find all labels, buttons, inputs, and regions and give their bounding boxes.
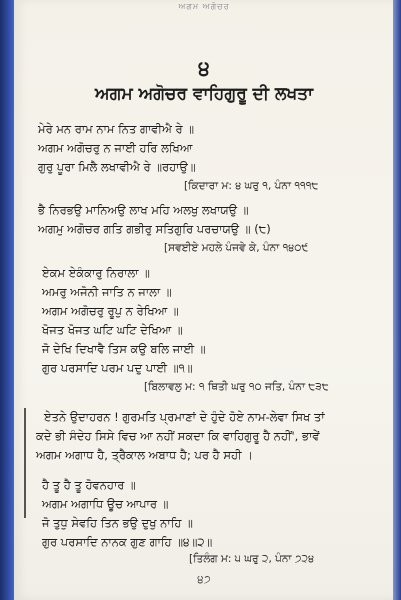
verse-line: ਅਗਮੁ ਅਗੋਚਰ ਗਤਿ ਗਭੀਰੁ ਸਤਿਗੁਰਿ ਪਰਚਾਯਉ ॥ (੮) (38, 222, 271, 236)
verse-line: ਅਗਮ ਅਗਾਧਿ ਊਚ ਆਪਾਰ ॥ (42, 497, 169, 511)
chapter-title: ਅਗਮ ਅਗੋਚਰ ਵਾਹਿਗੁਰੂ ਦੀ ਲਖਤਾ (95, 84, 313, 104)
chapter-number: ੪ (198, 56, 210, 80)
verse-line: ਹੈ ਤੂ ਹੈ ਤੂ ਹੋਵਨਹਾਰ ॥ (42, 478, 136, 492)
margin-bracket-line (24, 408, 26, 518)
verse-reference: [ਕਿਦਾਰਾ ਮ: ੪ ਘਰੁ ੧, ਪੰਨਾ ੧੧੧੮ (184, 180, 319, 192)
verse-line: ਏਕਮ ਏਕੰਕਾਰੁ ਨਿਰਾਲਾ ॥ (42, 266, 150, 280)
verse-line: ਅਗਮ ਅਗੋਚਰੁ ਨ ਜਾਈ ਹਰਿ ਲਖਿਆ (38, 141, 193, 155)
prose-line: ਅਗਮ ਅਗਾਧ ਹੈ, ਤ੍ਰੈਕਾਲ ਅਬਾਧ ਹੈ; ਪਰ ਹੈ ਸਹੀ । (36, 448, 253, 462)
verse-line: ਗੁਰੁ ਪੂਰਾ ਮਿਲੈ ਲਖਾਵੀਐ ਰੇ ॥ਰਹਾਉ॥ (38, 160, 196, 174)
verse-reference: [ਤਿਲੰਗ ਮ: ੫ ਘਰੁ ੨, ਪੰਨਾ ੭੨੪ (189, 553, 315, 565)
prose-line: ਏਤਨੇ ਉਦਾਹਰਨ ! ਗੁਰਮਤਿ ਪ੍ਰਮਾਣਾਂ ਦੇ ਹੁੰਦੇ ਹੋਏ ਨਾਮ-ਲੇਵਾ ਸਿਖ ਤਾਂ (44, 410, 325, 424)
verse-line: ਖੋਜਤ ਖੋਜਤ ਘਟਿ ਘਟਿ ਦੇਖਿਆ ॥ (42, 323, 183, 337)
verse-line: ਅਗਮ ਅਗੋਚਰੁ ਰੂਪੁ ਨ ਰੇਖਿਆ ॥ (42, 304, 179, 318)
book-page (14, 0, 394, 600)
book-cover-edge-right (393, 0, 401, 600)
verse-reference: [ਸਵਈਏ ਮਹਲੇ ਪੰਜਵੇ ਕੇ, ਪੰਨਾ ੧੪੦੯ (164, 242, 309, 254)
running-head: ਅਗਮ ਅਗੋਚਰ (178, 2, 230, 11)
verse-line: ਭੈ ਨਿਰਭਉ ਮਾਨਿਅਉ ਲਾਖ ਮਹਿ ਅਲਖੁ ਲਖਾਯਉ ॥ (38, 203, 249, 217)
verse-reference: [ਬਿਲਾਵਲੁ ਮ: ੧ ਥਿਤੀ ਘਰੁ ੧੦ ਜਤਿ, ਪੰਨਾ ੮੩੮ (144, 381, 329, 393)
verse-line: ਗੁਰ ਪਰਸਾਦਿ ਪਰਮ ਪਦੁ ਪਾਈ ॥੧॥ (42, 361, 193, 375)
prose-line: ਕਦੇ ਭੀ ਸੰਦੇਹ ਸਿਸੇ ਵਿਚ ਆ ਨਹੀਂ ਸਕਦਾ ਕਿ ਵਾਹਿਗੁਰੂ ਹੈ ਨਹੀਂ', ਭਾਵੇਂ (36, 429, 320, 443)
verse-line: ਗੁਰ ਪਰਸਾਦਿ ਨਾਨਕ ਗੁਣ ਗਾਹਿ ॥੪॥੨॥ (42, 535, 213, 549)
verse-line: ਮੇਰੇ ਮਨ ਰਾਮ ਨਾਮ ਨਿਤ ਗਾਵੀਐ ਰੇ ॥ (38, 122, 195, 136)
page-number: ੪੭ (197, 573, 211, 586)
verse-line: ਜੋ ਦੇਖਿ ਦਿਖਾਵੈ ਤਿਸ ਕਉ ਬਲਿ ਜਾਈ ॥ (42, 342, 206, 356)
verse-line: ਜੋ ਤੁਧੁ ਸੇਵਹਿ ਤਿਨ ਭਉ ਦੁਖੁ ਨਾਹਿ ॥ (42, 516, 193, 530)
verse-line: ਅਮਰੁ ਅਜੋਨੀ ਜਾਤਿ ਨ ਜਾਲਾ ॥ (42, 285, 172, 299)
